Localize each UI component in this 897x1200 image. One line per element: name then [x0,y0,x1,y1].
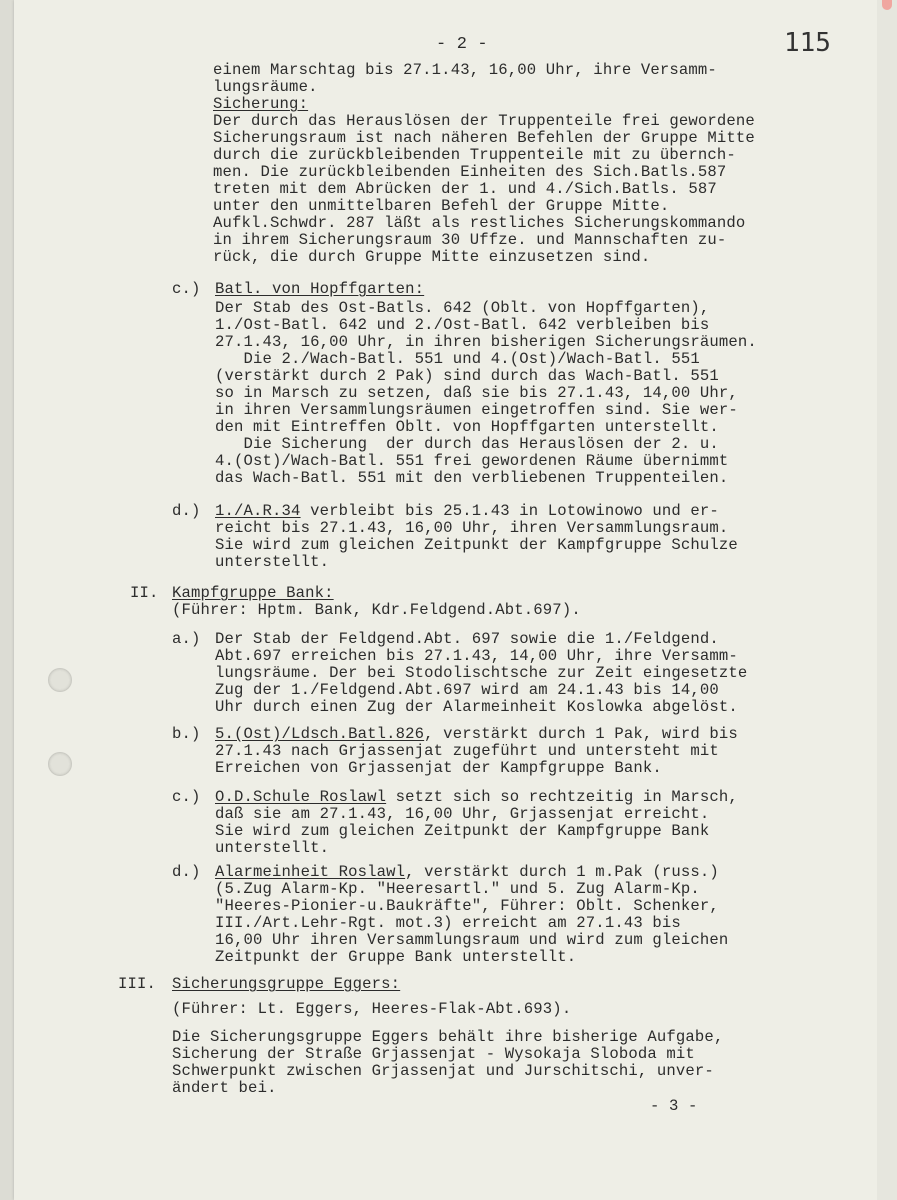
text-line: 1./Ost-Batl. 642 und 2./Ost-Batl. 642 verbleiben bis [215,316,710,334]
page-marker: - 2 - [436,35,488,54]
section-heading-ar34: 1./A.R.34 [215,502,301,520]
section-heading-rest: , verstärkt durch 1 Pak, wird bis [424,725,738,743]
section-line-alarm [215,864,719,881]
section-heading-rest: , verstärkt durch 1 m.Pak (russ.) [405,863,719,881]
text-line: 4.(Ost)/Wach-Batl. 551 frei gewordenen Räume übernimmt [215,452,729,470]
text-line: (verstärkt durch 2 Pak) sind durch das Wach-Batl. 551 [215,367,719,385]
section-heading-rest: setzt sich so rechtzeitig in Marsch, [386,788,738,806]
text-line: Zeitpunkt der Gruppe Bank unterstellt. [215,948,577,966]
text-line: Schwerpunkt zwischen Grjassenjat und Jurschitschi, unver- [172,1062,714,1080]
text-line: Der durch das Herauslösen der Truppenteile frei gewordene [213,112,755,130]
text-line: (5.Zug Alarm-Kp. "Heeresartl." und 5. Zug Alarm-Kp. [215,880,700,898]
section-heading-alarm: Alarmeinheit Roslawl [215,863,406,881]
item-marker-d: d.) [172,863,201,881]
intro-line-1: einem Marschtag bis 27.1.43, 16,00 Uhr, ihre Versamm- [213,61,717,79]
text-line: in ihrem Sicherungsraum 30 Uffze. und Mannschaften zu- [213,231,727,249]
item-marker-b: b.) [172,725,201,743]
section-line-odschule [215,789,738,806]
section-line-ldsch [215,726,738,743]
text-line: Sicherung der Straße Grjassenjat - Wysokaja Sloboda mit [172,1045,695,1063]
page-number: 115 [784,28,831,58]
text-line: Zug der 1./Feldgend.Abt.697 wird am 24.1.43 bis 14,00 [215,681,719,699]
section-sub-bank: (Führer: Hptm. Bank, Kdr.Feldgend.Abt.697). [172,601,581,619]
text-line: Die Sicherung der durch das Herauslösen der 2. u. [215,435,719,453]
item-marker-d: d.) [172,502,201,520]
text-line: men. Die zurückbleibenden Einheiten des Sich.Batls.587 [213,163,727,181]
punch-hole-lower [48,752,72,776]
text-line: durch die zurückbleibenden Truppenteile mit zu übernch- [213,146,736,164]
corner-mark [882,0,892,10]
text-line: 16,00 Uhr ihren Versammlungsraum und wird zum gleichen [215,931,729,949]
item-marker-c: c.) [172,788,201,806]
text-line: 27.1.43 nach Grjassenjat zugeführt und untersteht mit [215,742,719,760]
punch-hole-upper [48,668,72,692]
text-line: "Heeres-Pionier-u.Baukräfte", Führer: Oblt. Schenker, [215,897,719,915]
next-page-marker: - 3 - [650,1097,698,1115]
section-heading-ldsch: 5.(Ost)/Ldsch.Batl.826 [215,725,425,743]
text-line: Sie wird zum gleichen Zeitpunkt der Kampfgruppe Schulze [215,536,738,554]
section-heading-eggers: Sicherungsgruppe Eggers: [172,975,401,993]
text-line: III./Art.Lehr-Rgt. mot.3) erreicht am 27.1.43 bis [215,914,681,932]
section-heading-hopffgarten: Batl. von Hopffgarten: [215,280,425,298]
text-line: Erreichen von Grjassenjat der Kampfgruppe Bank. [215,759,662,777]
text-line: lungsräume. Der bei Stodolischtsche zur Zeit eingesetzte [215,664,748,682]
text-line: unter den unmittelbaren Befehl der Gruppe Mitte. [213,197,670,215]
text-line: Sie wird zum gleichen Zeitpunkt der Kampfgruppe Bank [215,822,710,840]
text-line: unterstellt. [215,839,330,857]
text-line: unterstellt. [215,553,330,571]
text-line: den mit Eintreffen Oblt. von Hopffgarten unterstellt. [215,418,719,436]
text-line: Der Stab des Ost-Batls. 642 (Oblt. von Hopffgarten), [215,299,710,317]
item-marker-a: a.) [172,630,201,648]
page-edge [877,0,897,1200]
text-line: Die Sicherungsgruppe Eggers behält ihre bisherige Aufgabe, [172,1028,724,1046]
text-line: Die 2./Wach-Batl. 551 und 4.(Ost)/Wach-Batl. 551 [215,350,700,368]
section-marker-III: III. [118,975,157,993]
item-marker-c: c.) [172,280,201,298]
text-line: rück, die durch Gruppe Mitte einzusetzen sind. [213,248,651,266]
text-line: Der Stab der Feldgend.Abt. 697 sowie die 1./Feldgend. [215,630,719,648]
text-line: Uhr durch einen Zug der Alarmeinheit Koslowka abgelöst. [215,698,738,716]
text-line: Aufkl.Schwdr. 287 läßt als restliches Sicherungskommando [213,214,746,232]
section-marker-II: II. [130,584,159,602]
sicherung-heading: Sicherung: [213,95,309,113]
text-line: 27.1.43, 16,00 Uhr, in ihren bisherigen Sicherungsräumen. [215,333,757,351]
text-line: daß sie am 27.1.43, 16,00 Uhr, Grjassenjat erreicht. [215,805,710,823]
text-line: reicht bis 27.1.43, 16,00 Uhr, ihren Versammlungsraum. [215,519,729,537]
text-line: in ihren Versammlungsräumen eingetroffen sind. Sie wer- [215,401,738,419]
text-line: das Wach-Batl. 551 mit den verbliebenen Truppenteilen. [215,469,729,487]
intro-line-2: lungsräume. [213,78,318,96]
text-line: Abt.697 erreichen bis 27.1.43, 14,00 Uhr, ihre Versamm- [215,647,738,665]
section-line-ar34 [215,503,719,520]
text-line: Sicherungsraum ist nach näheren Befehlen der Gruppe Mitte [213,129,755,147]
text-line: treten mit dem Abrücken der 1. und 4./Sich.Batls. 587 [213,180,717,198]
section-sub-eggers: (Führer: Lt. Eggers, Heeres-Flak-Abt.693). [172,1000,572,1018]
section-heading-odschule: O.D.Schule Roslawl [215,788,387,806]
text-line: ändert bei. [172,1079,277,1097]
section-heading-rest: verbleibt bis 25.1.43 in Lotowinowo und er- [300,502,719,520]
section-heading-bank: Kampfgruppe Bank: [172,584,334,602]
text-line: so in Marsch zu setzen, daß sie bis 27.1.43, 14,00 Uhr, [215,384,738,402]
